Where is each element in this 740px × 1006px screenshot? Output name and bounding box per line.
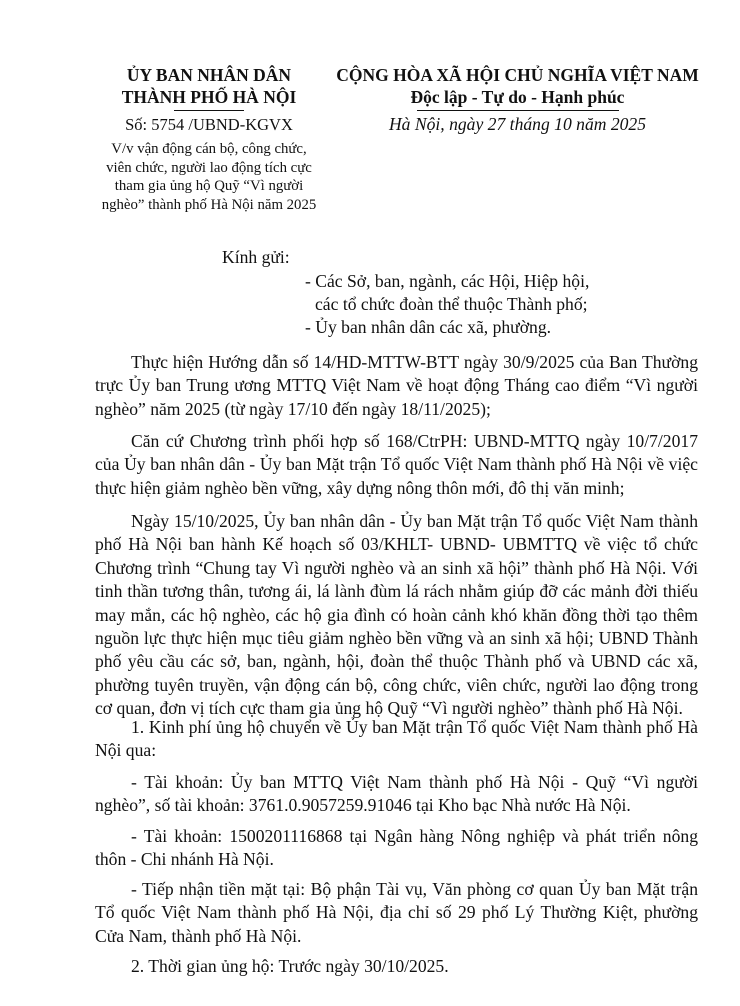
issuing-org-line2: THÀNH PHỐ HÀ NỘI [121, 87, 297, 107]
body-paragraph: Thực hiện Hướng dẫn số 14/HD-MTTW-BTT ngày 30/9/2025 của Ban Thường trực Ủy ban Trung ương MTTQ Việt Nam về hoạt động Tháng cao điểm “Vì người nghèo” năm 2025 (từ ngày 17/10 đến ngày 18/11/2025); [95, 352, 698, 419]
greeting: Kính gửi: [222, 247, 290, 267]
issuing-org-line1: ỦY BAN NHÂN DÂN [126, 65, 292, 85]
body-paragraph: 2. Thời gian ủng hộ: Trước ngày 30/10/2025. [131, 956, 449, 976]
recipient-item: - Các Sở, ban, ngành, các Hội, Hiệp hội, [305, 271, 590, 291]
body-paragraph: Ngày 15/10/2025, Ủy ban nhân dân - Ủy ban Mặt trận Tổ quốc Việt Nam thành phố Hà Nội ban hành Kế hoạch số 03/KHLT- UBND- UBMTTQ về việc tổ chức Chương trình “Chung tay Vì người nghèo và an sinh xã hội” thành phố Hà Nội. Với tinh thần tương thân, tương ái, lá lành đùm lá rách nhằm giúp đỡ các mảnh đời thiếu may mắn, các hộ nghèo, các hộ gia đình có hoàn cảnh khó khăn đồng thời tạo thêm nguồn lực thực hiện mục tiêu giảm nghèo bền vững và an sinh xã hội; UBND Thành phố yêu cầu các sở, ban, ngành, hội, đoàn thể thuộc Thành phố và UBND các xã, phường tuyên truyền, vận động cán bộ, công chức, viên chức, người lao động trong cơ quan, đơn vị tích cực tham gia ủng hộ Quỹ “Vì người nghèo” thành phố Hà Nội. [95, 511, 698, 719]
national-title: CỘNG HÒA XÃ HỘI CHỦ NGHĨA VIỆT NAM [336, 65, 699, 85]
motto-underline [417, 110, 619, 111]
body-paragraph: - Tài khoản: Ủy ban MTTQ Việt Nam thành phố Hà Nội - Quỹ “Vì người nghèo”, số tài khoản: 3761.0.9057259.91046 tại Kho bạc Nhà nước Hà Nội. [95, 772, 698, 816]
document-number: Số: 5754 /UBND-KGVX [125, 115, 293, 134]
subject-line: V/v vận động cán bộ, công chức, [111, 141, 307, 157]
body-paragraph: 1. Kinh phí ủng hộ chuyển về Ủy ban Mặt trận Tổ quốc Việt Nam thành phố Hà Nội qua: [95, 717, 698, 761]
recipient-item-continuation: các tổ chức đoàn thể thuộc Thành phố; [315, 294, 588, 314]
subject-line: tham gia ủng hộ Quỹ “Vì người [114, 178, 304, 194]
recipient-item: - Ủy ban nhân dân các xã, phường. [305, 317, 552, 337]
org-underline [174, 110, 244, 111]
subject-block [88, 140, 330, 214]
body-paragraph: - Tài khoản: 1500201116868 tại Ngân hàng Nông nghiệp và phát triển nông thôn - Chi nhánh Hà Nội. [95, 826, 698, 870]
subject-line: viên chức, người lao động tích cực [106, 159, 312, 176]
national-motto: Độc lập - Tự do - Hạnh phúc [410, 87, 625, 107]
subject-line: nghèo” thành phố Hà Nội năm 2025 [101, 196, 317, 213]
body-paragraph: - Tiếp nhận tiền mặt tại: Bộ phận Tài vụ, Văn phòng cơ quan Ủy ban Mặt trận Tổ quốc Việt Nam thành phố Hà Nội, địa chỉ số 29 phố Lý Thường Kiệt, phường Cửa Nam, thành phố Hà Nội. [95, 879, 698, 946]
body-paragraph: Căn cứ Chương trình phối hợp số 168/CtrPH: UBND-MTTQ ngày 10/7/2017 của Ủy ban nhân dân - Ủy ban Mặt trận Tổ quốc Việt Nam thành phố Hà Nội về việc thực hiện giảm nghèo bền vững, xây dựng nông thôn mới, đô thị văn minh; [95, 431, 698, 498]
place-date: Hà Nội, ngày 27 tháng 10 năm 2025 [388, 114, 647, 134]
